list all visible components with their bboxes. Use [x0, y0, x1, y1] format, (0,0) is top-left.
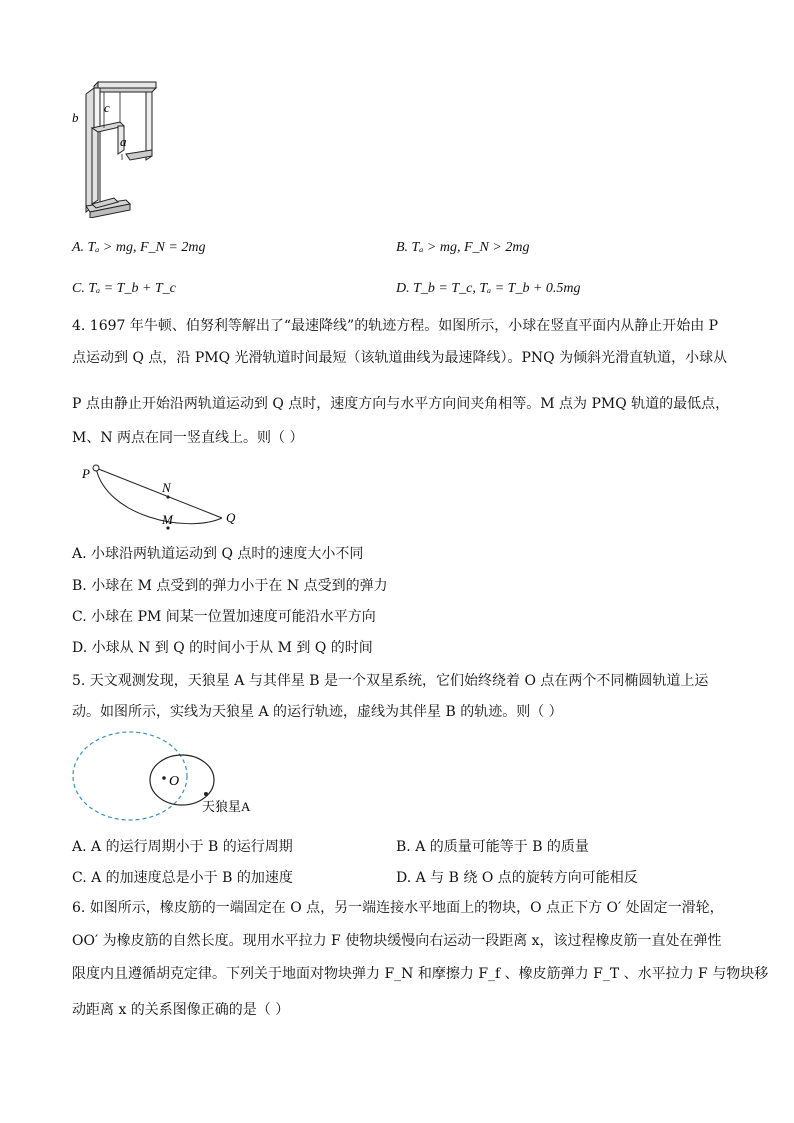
q6-stem-line-4: 动距离 x 的关系图像正确的是（ ）	[72, 1002, 290, 1018]
q3-option-c: C. Tₐ = T_b + T_c	[72, 281, 176, 296]
q6-stem-line-3: 限度内且遵循胡克定律。下列关于地面对物块弹力 F_N 和摩擦力 F_f 、橡皮筋弹力 F_T 、水平拉力 F 与物块移	[72, 966, 769, 982]
sirius-a-label: 天狼星A	[202, 799, 251, 814]
q3-figure	[70, 78, 170, 218]
q4-figure	[76, 458, 246, 534]
q3-option-a: A. Tₐ > mg, F_N = 2mg	[72, 240, 206, 255]
q5-option-d: D. A 与 B 绕 O 点的旋转方向可能相反	[396, 870, 638, 886]
label-b: b	[72, 110, 79, 125]
q5-option-a: A. A 的运行周期小于 B 的运行周期	[72, 839, 293, 855]
q5-option-b: B. A 的质量可能等于 B 的质量	[396, 839, 589, 855]
q4-stem-line-3: P 点由静止开始沿两轨道运动到 Q 点时，速度方向与水平方向间夹角相等。M 点为 PMQ 轨道的最低点，	[72, 396, 730, 412]
point-q: Q	[226, 510, 236, 525]
point-n: N	[162, 480, 171, 495]
q4-stem-line-2: 点运动到 Q 点，沿 PMQ 光滑轨道时间最短（该轨道曲线为最速降线）。PNQ 为倾斜光滑直轨道，小球从	[72, 350, 728, 366]
point-p: P	[82, 466, 90, 481]
label-a: a	[120, 134, 127, 149]
q4-option-a: A. 小球沿两轨道运动到 Q 点时的速度大小不同	[72, 546, 364, 562]
label-c: c	[104, 100, 110, 115]
point-m: M	[162, 512, 173, 527]
q6-stem-line-2: OO′ 为橡皮筋的自然长度。现用水平拉力 F 使物块缓慢向右运动一段距离 x，该过程橡皮筋一直处在弹性	[72, 933, 722, 949]
q3-option-d: D. T_b = T_c, Tₐ = T_b + 0.5mg	[396, 281, 581, 296]
q4-option-d: D. 小球从 N 到 Q 的时间小于从 M 到 Q 的时间	[72, 640, 373, 656]
q5-figure	[70, 728, 270, 828]
q4-stem-line-4: M、N 两点在同一竖直线上。则（ ）	[72, 430, 304, 446]
q5-option-c: C. A 的加速度总是小于 B 的加速度	[72, 870, 293, 886]
q6-stem-line-1: 6. 如图所示，橡皮筋的一端固定在 O 点，另一端连接水平地面上的物块，O 点正下方 O′ 处固定一滑轮，	[72, 900, 724, 916]
q4-option-c: C. 小球在 PM 间某一位置加速度可能沿水平方向	[72, 609, 376, 625]
q3-option-b: B. Tₐ > mg, F_N > 2mg	[396, 240, 530, 255]
q5-stem-line-1: 5. 天文观测发现，天狼星 A 与其伴星 B 是一个双星系统，它们始终绕着 O 点在两个不同椭圆轨道上运	[72, 673, 709, 689]
center-o: O	[169, 774, 180, 789]
q5-stem-line-2: 动。如图所示，实线为天狼星 A 的运行轨迹，虚线为其伴星 B 的轨迹。则（ ）	[72, 704, 563, 720]
q4-option-b: B. 小球在 M 点受到的弹力小于在 N 点受到的弹力	[72, 578, 388, 594]
q4-stem-line-1: 4. 1697 年牛顿、伯努利等解出了“最速降线”的轨迹方程。如图所示，小球在竖直平面内从静止开始由 P	[72, 318, 719, 334]
